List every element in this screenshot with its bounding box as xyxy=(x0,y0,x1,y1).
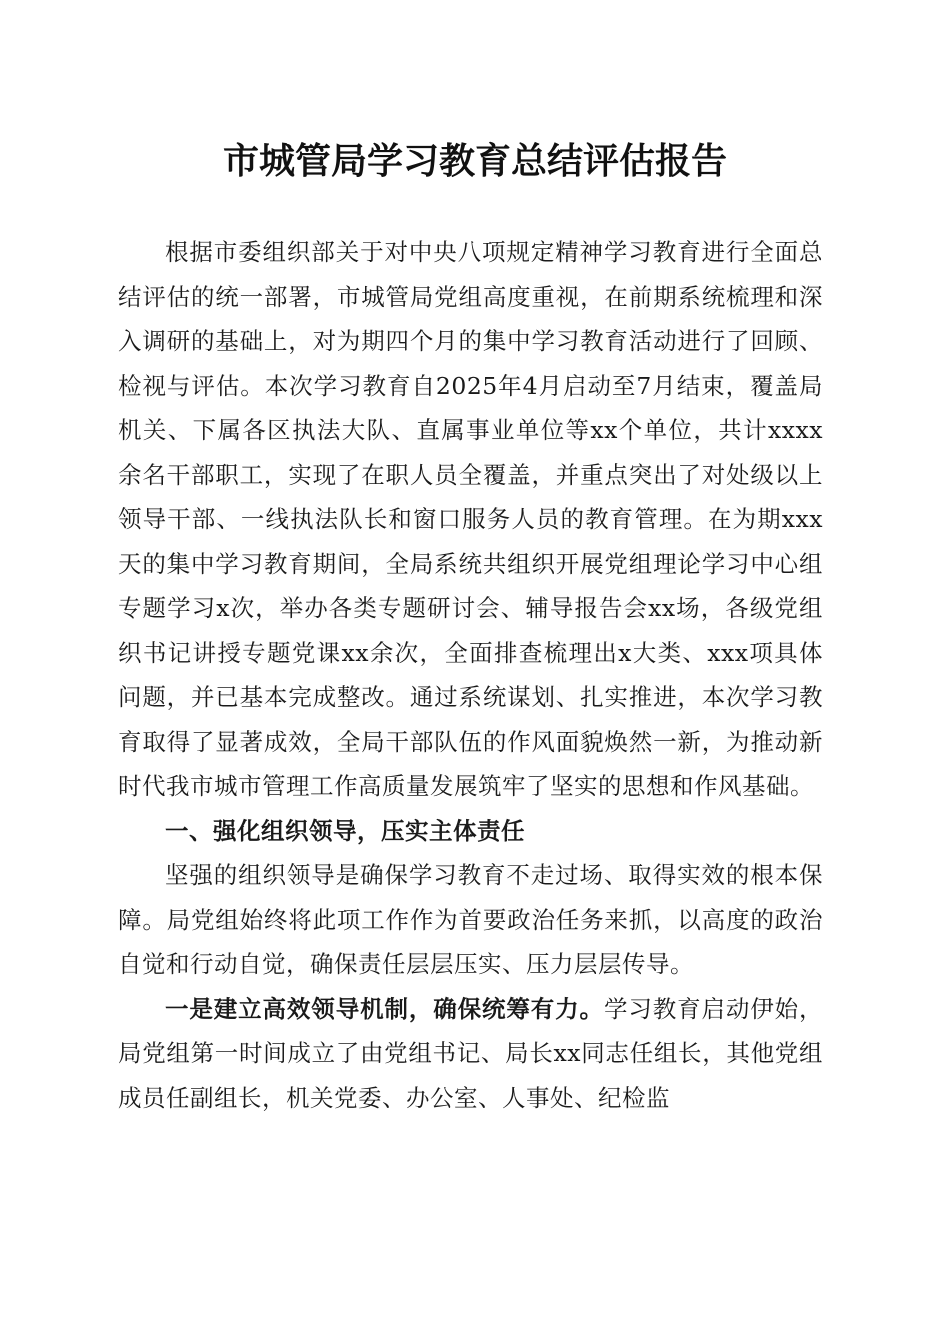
section-heading-1: 一、强化组织领导，压实主体责任 xyxy=(165,816,525,845)
document-title: 市城管局学习教育总结评估报告 xyxy=(222,140,727,182)
intro-paragraph: 根据市委组织部关于对中央八项规定精神学习教育进行全面总结评估的统一部署，市城管局党组高度重视，在前期系统梳理和深入调研的基础上，对为期四个月的集中学习教育活动进行了回顾、检视与评估。本次学习教育自2025年4月启动至7月结束，覆盖局机关、下属各区执法大队、直属事业单位等xx个单位，共计xxxx余名干部职工，实现了在职人员全覆盖，并重点突出了对处级以上领导干部、一线执法队长和窗口服务人员的教育管理。在为期xxx天的集中学习教育期间，全局系统共组织开展党组理论学习中心组专题学习x次，举办各类专题研讨会、辅导报告会xx场，各级党组织书记讲授专题党课xx余次，全面排查梳理出x大类、xxx项具体问题，并已基本完成整改。通过系统谋划、扎实推进，本次学习教育取得了显著成效，全局干部队伍的作风面貌焕然一新，为推动新时代我市城市管理工作高质量发展筑牢了坚实的思想和作风基础。 xyxy=(118,238,823,800)
point-1-paragraph xyxy=(118,987,823,1121)
document-body xyxy=(118,230,823,1120)
point-1-lead: 一是建立高效领导机制，确保统筹有力。 xyxy=(165,994,604,1023)
point-1-text: 学习教育启动伊始，局党组第一时间成立了由党组书记、局长xx同志任组长，其他党组成员任副组长，机关党委、办公室、人事处、纪检监 xyxy=(118,994,824,1112)
section-1-paragraph: 坚强的组织领导是确保学习教育不走过场、取得实效的根本保障。局党组始终将此项工作作为首要政治任务来抓，以高度的政治自觉和行动自觉，确保责任层层压实、压力层层传导。 xyxy=(118,861,823,978)
